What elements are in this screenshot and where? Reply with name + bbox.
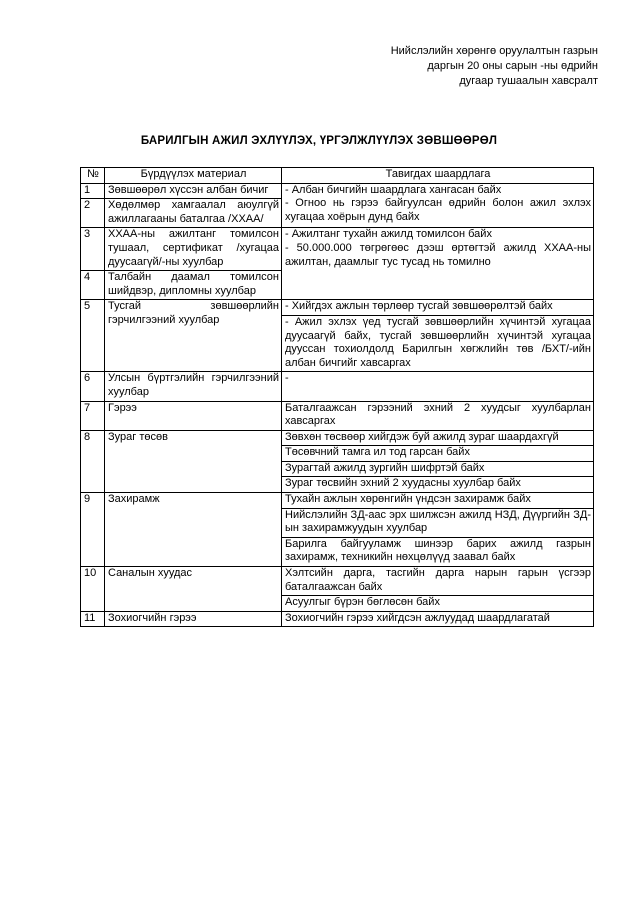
table-row (81, 372, 594, 401)
row-requirement: Асуулгыг бүрэн бөглөсөн байх (282, 596, 594, 612)
header-line-2: даргын 20 оны сарын -ны өдрийн (427, 60, 598, 72)
header-requirement: Тавигдах шаардлага (282, 168, 594, 184)
row-num: 6 (81, 372, 105, 401)
row-num: 5 (81, 300, 105, 372)
row-material: Саналын хуудас (105, 567, 282, 612)
row-requirement: Тухайн ажлын хөрөнгийн үндсэн захирамж байх (282, 493, 594, 509)
row-requirement: Нийслэлийн ЗД-аас эрх шилжсэн ажилд НЗД, Дүүргийн ЗД-ын захирамжуудын хуулбар (282, 508, 594, 537)
header-num: № (81, 168, 105, 184)
row-material: Хөдөлмөр хамгаалал аюулгүй ажиллагааны баталгаа /ХХАА/ (105, 199, 282, 228)
row-requirement (282, 183, 594, 228)
row-requirement: - (282, 372, 594, 401)
table-row (81, 493, 594, 509)
row-requirement: Баталгаажсан гэрээний эхний 2 хуудсыг хуулбарлан хавсаргах (282, 401, 594, 430)
table-row (81, 611, 594, 627)
row-requirement: Зурагтай ажилд зургийн шифртэй байх (282, 461, 594, 477)
requirement-line: - Албан бичгийн шаардлага хангасан байх (285, 183, 502, 196)
requirement-line: - Огноо нь гэрээ байгуулсан өдрийн болон ажил эхлэх хугацаа хоёрын дунд байх (285, 197, 591, 223)
row-num: 4 (81, 271, 105, 300)
row-num: 2 (81, 199, 105, 228)
row-num: 11 (81, 611, 105, 627)
row-num: 9 (81, 493, 105, 567)
row-material: Талбайн даамал томилсон шийдвэр, дипломны хуулбар (105, 271, 282, 300)
row-requirement: Зураг төсвийн эхний 2 хуудасны хуулбар байх (282, 477, 594, 493)
row-requirement: Хэлтсийн дарга, тасгийн дарга нарын гарын үсгээр баталгаажсан байх (282, 567, 594, 596)
table-row (81, 183, 594, 199)
row-material: Зохиогчийн гэрээ (105, 611, 282, 627)
row-material: Захирамж (105, 493, 282, 567)
row-requirement: - Хийгдэх ажлын төрлөөр тусгай зөвшөөрөлтэй байх (282, 300, 594, 316)
row-requirement: Зохиогчийн гэрээ хийгдсэн ажлуудад шаардлагатай (282, 611, 594, 627)
requirements-table (80, 167, 594, 627)
document-header (298, 44, 598, 89)
row-material: Тусгай зөвшөөрлийн гэрчилгээний хуулбар (105, 300, 282, 372)
requirement-line: - Ажилтанг тухайн ажилд томилсон байх (285, 228, 492, 241)
header-line-3: дугаар тушаалын хавсралт (459, 75, 598, 87)
header-material: Бүрдүүлэх материал (105, 168, 282, 184)
row-requirement: Зөвхөн төсвөөр хийгдэж буй ажилд зураг шаардахгүй (282, 430, 594, 446)
header-line-1: Нийслэлийн хөрөнгө оруулалтын газрын (390, 45, 598, 57)
requirement-line: - 50.000.000 төгрөгөөс дээш өртөгтэй ажилд ХХАА-ны ажилтан, даамлыг тус тусад нь томилно (285, 241, 591, 268)
table-row (81, 300, 594, 316)
row-material: Улсын бүртгэлийн гэрчилгээний хуулбар (105, 372, 282, 401)
table-row (81, 228, 594, 271)
row-material: ХХАА-ны ажилтанг томилсон тушаал, сертификат /хугацаа дуусаагүй/-ны хуулбар (105, 228, 282, 271)
row-num: 3 (81, 228, 105, 271)
table-row (81, 567, 594, 596)
row-material: Зураг төсөв (105, 430, 282, 492)
row-requirement: Төсөвчний тамга ил тод гарсан байх (282, 446, 594, 462)
row-material: Зөвшөөрөл хүссэн албан бичиг (105, 183, 282, 199)
row-requirement: Барилга байгууламж шинээр барих ажилд газрын захирамж, техникийн нөхцөлүүд заавал байх (282, 537, 594, 566)
table-row (81, 430, 594, 446)
table-row (81, 401, 594, 430)
row-num: 7 (81, 401, 105, 430)
row-requirement (282, 228, 594, 300)
row-num: 10 (81, 567, 105, 612)
row-requirement: - Ажил эхлэх үед тусгай зөвшөөрлийн хүчинтэй хугацаа дуусаагүй байх, тусгай зөвшөөрлийн хүчинтэй хугацаа дууссан тохиолдолд Барилгын хөгжлийн төв /БХТ/-ийн албан бичгийг хавсаргах (282, 315, 594, 371)
row-num: 1 (81, 183, 105, 199)
row-material: Гэрээ (105, 401, 282, 430)
table-header-row (81, 168, 594, 184)
row-num: 8 (81, 430, 105, 492)
document-title: БАРИЛГЫН АЖИЛ ЭХЛҮҮЛЭХ, ҮРГЭЛЖЛҮҮЛЭХ ЗӨВШӨӨРӨЛ (140, 135, 498, 147)
